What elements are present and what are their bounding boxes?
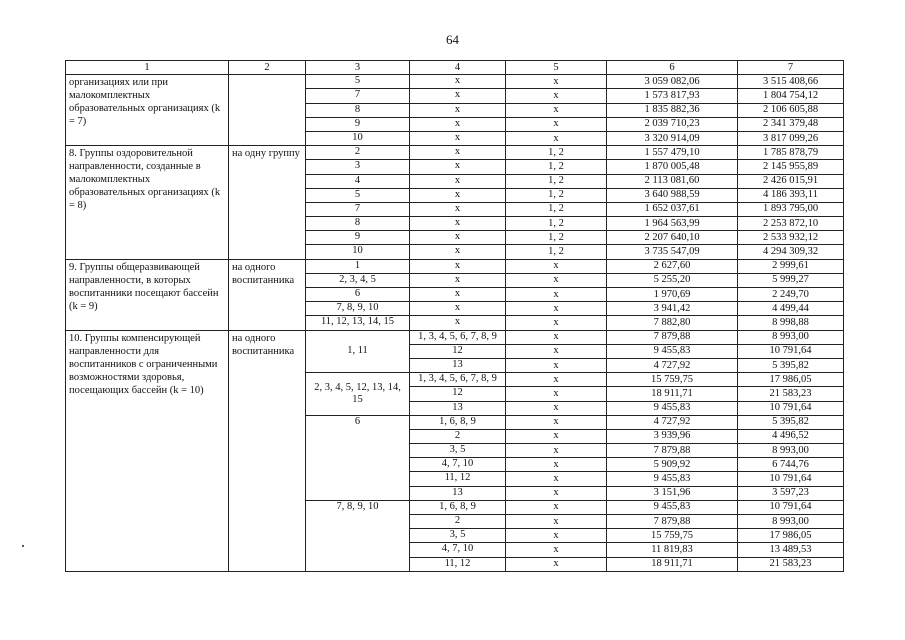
condition-cell: х bbox=[506, 429, 607, 443]
value-cell-6: 18 911,71 bbox=[607, 387, 738, 401]
value-cell-7: 4 499,44 bbox=[738, 302, 844, 316]
condition-cell: х bbox=[506, 529, 607, 543]
value-cell-7: 8 993,00 bbox=[738, 515, 844, 529]
value-cell-6: 4 727,92 bbox=[607, 358, 738, 372]
group-code-cell: 2, 3, 4, 5 bbox=[306, 273, 410, 287]
condition-cell: 1, 2 bbox=[506, 217, 607, 231]
subcode-cell: х bbox=[410, 231, 506, 245]
column-header-3: 3 bbox=[306, 61, 410, 75]
value-cell-6: 5 909,92 bbox=[607, 458, 738, 472]
unit-cell bbox=[229, 75, 306, 146]
condition-cell: х bbox=[506, 486, 607, 500]
column-header-2: 2 bbox=[229, 61, 306, 75]
value-cell-6: 1 870 005,48 bbox=[607, 160, 738, 174]
condition-cell: х bbox=[506, 401, 607, 415]
value-cell-7: 2 999,61 bbox=[738, 259, 844, 273]
condition-cell: х bbox=[506, 288, 607, 302]
page-number: 64 bbox=[446, 32, 459, 47]
subcode-cell: х bbox=[410, 302, 506, 316]
subcode-cell: 13 bbox=[410, 486, 506, 500]
table-row bbox=[66, 330, 844, 344]
subcode-cell: х bbox=[410, 188, 506, 202]
value-cell-7: 5 395,82 bbox=[738, 358, 844, 372]
value-cell-6: 7 882,80 bbox=[607, 316, 738, 330]
condition-cell: х bbox=[506, 458, 607, 472]
subcode-cell: 13 bbox=[410, 401, 506, 415]
value-cell-7: 2 341 379,48 bbox=[738, 117, 844, 131]
value-cell-7: 8 998,88 bbox=[738, 316, 844, 330]
subcode-cell: 12 bbox=[410, 344, 506, 358]
value-cell-7: 21 583,23 bbox=[738, 557, 844, 571]
group-code-cell: 2 bbox=[306, 146, 410, 160]
subcode-cell: 2 bbox=[410, 515, 506, 529]
table-row bbox=[66, 259, 844, 273]
value-cell-7: 3 597,23 bbox=[738, 486, 844, 500]
subcode-cell: х bbox=[410, 131, 506, 145]
value-cell-6: 7 879,88 bbox=[607, 444, 738, 458]
condition-cell: х bbox=[506, 273, 607, 287]
group-code-cell: 8 bbox=[306, 103, 410, 117]
value-cell-7: 1 804 754,12 bbox=[738, 89, 844, 103]
subcode-cell: х bbox=[410, 103, 506, 117]
group-code-cell: 10 bbox=[306, 245, 410, 259]
subcode-cell: х bbox=[410, 174, 506, 188]
value-cell-7: 21 583,23 bbox=[738, 387, 844, 401]
group-code-cell: 5 bbox=[306, 188, 410, 202]
unit-cell: на одну группу bbox=[229, 146, 306, 260]
table-body bbox=[66, 61, 844, 572]
value-cell-7: 4 496,52 bbox=[738, 429, 844, 443]
value-cell-6: 9 455,83 bbox=[607, 344, 738, 358]
subcode-cell: х bbox=[410, 273, 506, 287]
value-cell-6: 4 727,92 bbox=[607, 415, 738, 429]
value-cell-6: 3 941,42 bbox=[607, 302, 738, 316]
group-code-cell: 7, 8, 9, 10 bbox=[306, 302, 410, 316]
value-cell-7: 5 999,27 bbox=[738, 273, 844, 287]
category-cell: 9. Группы общеразвивающей направленности, в которых воспитанники посещают бассейн (k = 9) bbox=[66, 259, 229, 330]
table-row bbox=[66, 75, 844, 89]
value-cell-6: 1 835 882,36 bbox=[607, 103, 738, 117]
subcode-cell: 4, 7, 10 bbox=[410, 543, 506, 557]
column-header-4: 4 bbox=[410, 61, 506, 75]
subcode-cell: 1, 3, 4, 5, 6, 7, 8, 9 bbox=[410, 373, 506, 387]
condition-cell: х bbox=[506, 302, 607, 316]
scan-speck bbox=[22, 545, 24, 547]
group-code-cell: 7, 8, 9, 10 bbox=[306, 500, 410, 571]
condition-cell: 1, 2 bbox=[506, 146, 607, 160]
subcode-cell: х bbox=[410, 316, 506, 330]
condition-cell: х bbox=[506, 557, 607, 571]
subcode-cell: х bbox=[410, 217, 506, 231]
condition-cell: х bbox=[506, 387, 607, 401]
value-cell-7: 13 489,53 bbox=[738, 543, 844, 557]
group-code-cell: 2, 3, 4, 5, 12, 13, 14, 15 bbox=[306, 373, 410, 416]
value-cell-7: 4 294 309,32 bbox=[738, 245, 844, 259]
value-cell-7: 4 186 393,11 bbox=[738, 188, 844, 202]
value-cell-6: 11 819,83 bbox=[607, 543, 738, 557]
value-cell-6: 1 964 563,99 bbox=[607, 217, 738, 231]
value-cell-7: 6 744,76 bbox=[738, 458, 844, 472]
value-cell-7: 8 993,00 bbox=[738, 444, 844, 458]
category-cell: 8. Группы оздоровительной направленности, созданные в малокомплектных образовательных организациях (k = 8) bbox=[66, 146, 229, 260]
value-cell-7: 17 986,05 bbox=[738, 529, 844, 543]
subcode-cell: 4, 7, 10 bbox=[410, 458, 506, 472]
group-code-cell: 3 bbox=[306, 160, 410, 174]
value-cell-6: 9 455,83 bbox=[607, 401, 738, 415]
value-cell-7: 3 515 408,66 bbox=[738, 75, 844, 89]
value-cell-6: 15 759,75 bbox=[607, 373, 738, 387]
condition-cell: х bbox=[506, 415, 607, 429]
value-cell-6: 1 970,69 bbox=[607, 288, 738, 302]
value-cell-6: 1 573 817,93 bbox=[607, 89, 738, 103]
subcode-cell: 1, 6, 8, 9 bbox=[410, 415, 506, 429]
value-cell-7: 3 817 099,26 bbox=[738, 131, 844, 145]
subcode-cell: 13 bbox=[410, 358, 506, 372]
group-code-cell: 9 bbox=[306, 117, 410, 131]
value-cell-6: 3 640 988,59 bbox=[607, 188, 738, 202]
group-code-cell: 10 bbox=[306, 131, 410, 145]
value-cell-6: 3 320 914,09 bbox=[607, 131, 738, 145]
value-cell-7: 2 249,70 bbox=[738, 288, 844, 302]
group-code-cell: 4 bbox=[306, 174, 410, 188]
condition-cell: х bbox=[506, 344, 607, 358]
value-cell-6: 3 939,96 bbox=[607, 429, 738, 443]
condition-cell: 1, 2 bbox=[506, 245, 607, 259]
value-cell-7: 1 893 795,00 bbox=[738, 202, 844, 216]
value-cell-6: 5 255,20 bbox=[607, 273, 738, 287]
condition-cell: х bbox=[506, 444, 607, 458]
subcode-cell: х bbox=[410, 288, 506, 302]
value-cell-7: 10 791,64 bbox=[738, 344, 844, 358]
condition-cell: 1, 2 bbox=[506, 231, 607, 245]
value-cell-6: 1 652 037,61 bbox=[607, 202, 738, 216]
subcode-cell: х bbox=[410, 146, 506, 160]
condition-cell: х bbox=[506, 117, 607, 131]
subcode-cell: 12 bbox=[410, 387, 506, 401]
unit-cell: на одного воспитанника bbox=[229, 330, 306, 571]
subcode-cell: х bbox=[410, 259, 506, 273]
value-cell-6: 7 879,88 bbox=[607, 515, 738, 529]
value-cell-6: 18 911,71 bbox=[607, 557, 738, 571]
group-code-cell: 1 bbox=[306, 259, 410, 273]
condition-cell: х bbox=[506, 131, 607, 145]
value-cell-6: 9 455,83 bbox=[607, 472, 738, 486]
condition-cell: 1, 2 bbox=[506, 188, 607, 202]
condition-cell: х bbox=[506, 358, 607, 372]
value-cell-6: 1 557 479,10 bbox=[607, 146, 738, 160]
subcode-cell: х bbox=[410, 245, 506, 259]
group-code-cell: 1, 11 bbox=[306, 330, 410, 373]
subcode-cell: 2 bbox=[410, 429, 506, 443]
subcode-cell: 1, 6, 8, 9 bbox=[410, 500, 506, 514]
value-cell-7: 10 791,64 bbox=[738, 472, 844, 486]
value-cell-6: 3 059 082,06 bbox=[607, 75, 738, 89]
value-cell-7: 2 533 932,12 bbox=[738, 231, 844, 245]
value-cell-6: 2 113 081,60 bbox=[607, 174, 738, 188]
value-cell-6: 2 627,60 bbox=[607, 259, 738, 273]
value-cell-7: 2 426 015,91 bbox=[738, 174, 844, 188]
condition-cell: х bbox=[506, 316, 607, 330]
column-header-5: 5 bbox=[506, 61, 607, 75]
group-code-cell: 7 bbox=[306, 89, 410, 103]
value-cell-6: 2 207 640,10 bbox=[607, 231, 738, 245]
group-code-cell: 6 bbox=[306, 288, 410, 302]
subcode-cell: х bbox=[410, 117, 506, 131]
group-code-cell: 7 bbox=[306, 202, 410, 216]
group-code-cell: 5 bbox=[306, 75, 410, 89]
value-cell-7: 8 993,00 bbox=[738, 330, 844, 344]
condition-cell: 1, 2 bbox=[506, 160, 607, 174]
tariff-table bbox=[65, 60, 844, 572]
unit-cell: на одного воспитанника bbox=[229, 259, 306, 330]
condition-cell: 1, 2 bbox=[506, 174, 607, 188]
condition-cell: х bbox=[506, 472, 607, 486]
condition-cell: х bbox=[506, 543, 607, 557]
condition-cell: х bbox=[506, 103, 607, 117]
condition-cell: х bbox=[506, 373, 607, 387]
value-cell-7: 1 785 878,79 bbox=[738, 146, 844, 160]
condition-cell: х bbox=[506, 75, 607, 89]
value-cell-6: 15 759,75 bbox=[607, 529, 738, 543]
condition-cell: х bbox=[506, 515, 607, 529]
subcode-cell: 3, 5 bbox=[410, 529, 506, 543]
group-code-cell: 6 bbox=[306, 415, 410, 500]
category-cell: организациях или при малокомплектных образовательных организациях (k = 7) bbox=[66, 75, 229, 146]
subcode-cell: х bbox=[410, 75, 506, 89]
value-cell-7: 2 106 605,88 bbox=[738, 103, 844, 117]
column-header-7: 7 bbox=[738, 61, 844, 75]
table-row bbox=[66, 146, 844, 160]
value-cell-6: 3 151,96 bbox=[607, 486, 738, 500]
subcode-cell: х bbox=[410, 89, 506, 103]
subcode-cell: 11, 12 bbox=[410, 557, 506, 571]
subcode-cell: х bbox=[410, 160, 506, 174]
value-cell-7: 5 395,82 bbox=[738, 415, 844, 429]
category-cell: 10. Группы компенсирующей направленности для воспитанников с ограниченными возможностями здоровья, посещающих бассейн (k = 10) bbox=[66, 330, 229, 571]
value-cell-7: 10 791,64 bbox=[738, 500, 844, 514]
table-header-row bbox=[66, 61, 844, 75]
value-cell-6: 3 735 547,09 bbox=[607, 245, 738, 259]
condition-cell: х bbox=[506, 89, 607, 103]
value-cell-7: 2 145 955,89 bbox=[738, 160, 844, 174]
value-cell-6: 2 039 710,23 bbox=[607, 117, 738, 131]
value-cell-7: 17 986,05 bbox=[738, 373, 844, 387]
subcode-cell: 1, 3, 4, 5, 6, 7, 8, 9 bbox=[410, 330, 506, 344]
column-header-6: 6 bbox=[607, 61, 738, 75]
condition-cell: 1, 2 bbox=[506, 202, 607, 216]
subcode-cell: х bbox=[410, 202, 506, 216]
column-header-1: 1 bbox=[66, 61, 229, 75]
value-cell-6: 7 879,88 bbox=[607, 330, 738, 344]
value-cell-7: 10 791,64 bbox=[738, 401, 844, 415]
condition-cell: х bbox=[506, 500, 607, 514]
subcode-cell: 3, 5 bbox=[410, 444, 506, 458]
condition-cell: х bbox=[506, 330, 607, 344]
group-code-cell: 9 bbox=[306, 231, 410, 245]
value-cell-6: 9 455,83 bbox=[607, 500, 738, 514]
group-code-cell: 8 bbox=[306, 217, 410, 231]
subcode-cell: 11, 12 bbox=[410, 472, 506, 486]
value-cell-7: 2 253 872,10 bbox=[738, 217, 844, 231]
group-code-cell: 11, 12, 13, 14, 15 bbox=[306, 316, 410, 330]
condition-cell: х bbox=[506, 259, 607, 273]
